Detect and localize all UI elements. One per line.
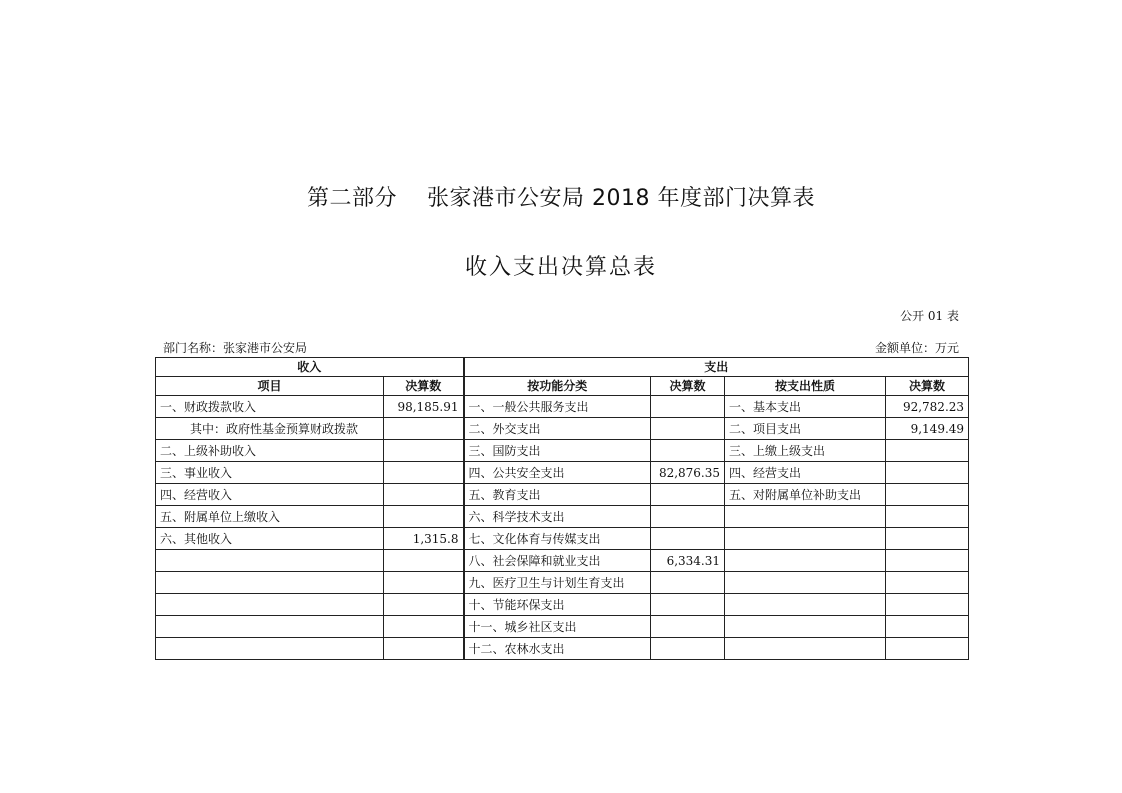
income-item-cell: 一、财政拨款收入 (156, 396, 384, 418)
function-amount-cell (651, 396, 725, 418)
function-item-cell: 三、国防支出 (464, 440, 651, 462)
nature-amount-cell (886, 638, 969, 660)
nature-amount-cell (886, 484, 969, 506)
column-header-by-function: 按功能分类 (464, 377, 651, 396)
nature-item-cell: 四、经营支出 (725, 462, 886, 484)
income-amount-cell (384, 484, 464, 506)
table-row (156, 484, 969, 506)
income-section-header: 收入 (156, 358, 464, 377)
table-row (156, 528, 969, 550)
expense-section-header: 支出 (464, 358, 969, 377)
income-amount-cell (384, 418, 464, 440)
column-header-item: 项目 (156, 377, 384, 396)
nature-item-cell: 五、对附属单位补助支出 (725, 484, 886, 506)
nature-amount-cell (886, 616, 969, 638)
function-item-cell: 四、公共安全支出 (464, 462, 651, 484)
column-header-amount: 决算数 (651, 377, 725, 396)
nature-item-cell (725, 550, 886, 572)
function-amount-cell (651, 616, 725, 638)
function-amount-cell: 82,876.35 (651, 462, 725, 484)
function-item-cell: 二、外交支出 (464, 418, 651, 440)
nature-item-cell: 一、基本支出 (725, 396, 886, 418)
income-amount-cell (384, 506, 464, 528)
nature-amount-cell (886, 462, 969, 484)
nature-amount-cell: 9,149.49 (886, 418, 969, 440)
table-row (156, 638, 969, 660)
nature-amount-cell (886, 506, 969, 528)
page-title: 第二部分 张家港市公安局 2018 年度部门决算表 (307, 186, 815, 211)
function-item-cell: 一、一般公共服务支出 (464, 396, 651, 418)
income-expense-table (155, 357, 969, 660)
function-item-cell: 七、文化体育与传媒支出 (464, 528, 651, 550)
column-header-amount: 决算数 (886, 377, 969, 396)
nature-item-cell (725, 506, 886, 528)
income-amount-cell (384, 594, 464, 616)
table-row (156, 440, 969, 462)
nature-item-cell (725, 616, 886, 638)
income-amount-cell (384, 440, 464, 462)
column-header-row (156, 377, 969, 396)
function-item-cell: 十、节能环保支出 (464, 594, 651, 616)
column-header-by-nature: 按支出性质 (725, 377, 886, 396)
function-amount-cell (651, 418, 725, 440)
income-amount-cell: 1,315.8 (384, 528, 464, 550)
table-row (156, 396, 969, 418)
table-number: 公开 01 表 (900, 309, 959, 323)
function-amount-cell: 6,334.31 (651, 550, 725, 572)
table-row (156, 418, 969, 440)
table-row (156, 616, 969, 638)
function-amount-cell (651, 638, 725, 660)
function-amount-cell (651, 440, 725, 462)
nature-item-cell (725, 638, 886, 660)
income-item-cell (156, 572, 384, 594)
nature-amount-cell (886, 528, 969, 550)
nature-item-cell (725, 594, 886, 616)
nature-amount-cell: 92,782.23 (886, 396, 969, 418)
nature-amount-cell (886, 550, 969, 572)
function-item-cell: 六、科学技术支出 (464, 506, 651, 528)
nature-item-cell: 三、上缴上级支出 (725, 440, 886, 462)
function-amount-cell (651, 506, 725, 528)
nature-item-cell (725, 528, 886, 550)
nature-item-cell (725, 572, 886, 594)
table-row (156, 594, 969, 616)
income-item-cell (156, 550, 384, 572)
nature-item-cell: 二、项目支出 (725, 418, 886, 440)
nature-amount-cell (886, 572, 969, 594)
nature-amount-cell (886, 594, 969, 616)
income-amount-cell: 98,185.91 (384, 396, 464, 418)
function-amount-cell (651, 594, 725, 616)
function-amount-cell (651, 572, 725, 594)
department-name: 部门名称：张家港市公安局 (163, 341, 308, 355)
table-row (156, 506, 969, 528)
function-amount-cell (651, 484, 725, 506)
table-row (156, 462, 969, 484)
nature-amount-cell (886, 440, 969, 462)
column-header-amount: 决算数 (384, 377, 464, 396)
income-amount-cell (384, 638, 464, 660)
amount-unit: 金额单位：万元 (874, 341, 959, 355)
income-item-cell: 其中：政府性基金预算财政拨款 (156, 418, 384, 440)
table-row (156, 550, 969, 572)
function-item-cell: 十一、城乡社区支出 (464, 616, 651, 638)
table-row (156, 572, 969, 594)
income-item-cell: 二、上级补助收入 (156, 440, 384, 462)
function-item-cell: 五、教育支出 (464, 484, 651, 506)
function-amount-cell (651, 528, 725, 550)
income-amount-cell (384, 550, 464, 572)
income-item-cell (156, 616, 384, 638)
income-item-cell: 六、其他收入 (156, 528, 384, 550)
function-item-cell: 八、社会保障和就业支出 (464, 550, 651, 572)
income-amount-cell (384, 616, 464, 638)
income-amount-cell (384, 572, 464, 594)
function-item-cell: 十二、农林水支出 (464, 638, 651, 660)
income-item-cell: 五、附属单位上缴收入 (156, 506, 384, 528)
income-amount-cell (384, 462, 464, 484)
section-header-row (156, 358, 969, 377)
income-item-cell (156, 638, 384, 660)
income-item-cell: 四、经营收入 (156, 484, 384, 506)
function-item-cell: 九、医疗卫生与计划生育支出 (464, 572, 651, 594)
income-item-cell: 三、事业收入 (156, 462, 384, 484)
income-item-cell (156, 594, 384, 616)
table-title: 收入支出决算总表 (464, 255, 657, 280)
